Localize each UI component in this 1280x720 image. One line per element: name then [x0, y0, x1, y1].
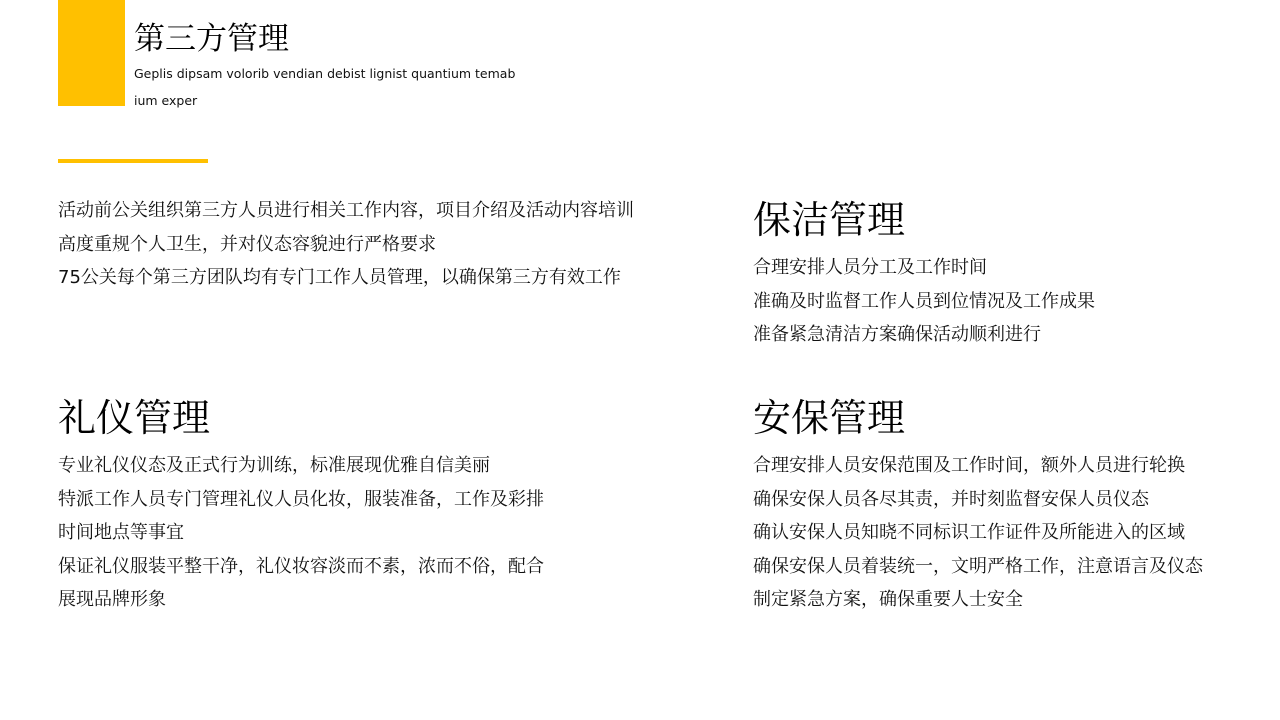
- cleaning-section: [753, 195, 1095, 352]
- intro-line: 75公关每个第三方团队均有专门工作人员管理，以确保第三方有效工作: [58, 267, 621, 289]
- cleaning-heading: 保洁管理: [753, 198, 906, 242]
- etiquette-line: 特派工作人员专门管理礼仪人员化妆，服装准备，工作及彩排时间地点等事宜: [58, 488, 544, 544]
- security-line: 合理安排人员安保范围及工作时间，额外人员进行轮换: [753, 455, 1185, 476]
- security-section: [753, 393, 1203, 617]
- security-line: 确认安保人员知晓不同标识工作证件及所能进入的区域: [753, 522, 1185, 544]
- etiquette-section: [58, 393, 558, 617]
- accent-block: [58, 0, 125, 106]
- etiquette-lines: [58, 449, 558, 617]
- intro-line: 活动前公关组织第三方人员进行相关工作内容，项目介绍及活动内容培训: [58, 200, 634, 221]
- security-line: 制定紧急方案，确保重要人士安全: [753, 589, 1023, 611]
- cleaning-line: 合理安排人员分工及工作时间: [753, 257, 987, 278]
- intro-section: [58, 194, 634, 295]
- page-title: 第三方管理: [134, 21, 289, 57]
- security-lines: [753, 449, 1203, 617]
- etiquette-line: 专业礼仪仪态及正式行为训练，标准展现优雅自信美丽: [58, 455, 490, 476]
- security-line: 确保安保人员着装统一，文明严格工作，注意语言及仪态: [753, 555, 1203, 577]
- intro-lines: [58, 194, 634, 295]
- etiquette-line: 保证礼仪服装平整干净，礼仪妆容淡而不素，浓而不俗，配合展现品牌形象: [58, 555, 544, 611]
- accent-divider: [58, 159, 208, 163]
- cleaning-line: 准确及时监督工作人员到位情况及工作成果: [753, 290, 1095, 312]
- security-heading: 安保管理: [753, 396, 906, 440]
- etiquette-heading: 礼仪管理: [58, 396, 211, 440]
- page-subtitle: Geplis dipsam volorib vendian debist lignist quantium temab ium exper: [134, 66, 516, 108]
- security-line: 确保安保人员各尽其责，并时刻监督安保人员仪态: [753, 488, 1149, 510]
- cleaning-lines: [753, 251, 1095, 352]
- intro-line: 高度重规个人卫生，并对仪态容貌迚行严格要求: [58, 233, 436, 255]
- cleaning-line: 准备紧急清洁方案确保活动顺利进行: [753, 324, 1041, 346]
